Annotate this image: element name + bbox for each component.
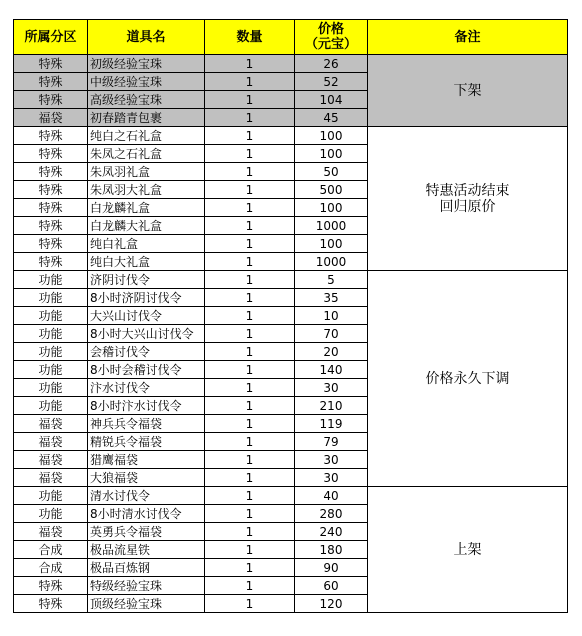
category-cell: 特殊 (14, 217, 88, 235)
item-name-cell: 猎鹰福袋 (88, 451, 205, 469)
item-name-cell: 纯白大礼盒 (88, 253, 205, 271)
quantity-cell: 1 (205, 217, 295, 235)
price-cell: 119 (295, 415, 368, 433)
item-name-cell: 济阴讨伐令 (88, 271, 205, 289)
price-cell: 52 (295, 73, 368, 91)
category-cell: 功能 (14, 325, 88, 343)
item-name-cell: 朱凤羽大礼盒 (88, 181, 205, 199)
category-cell: 福袋 (14, 451, 88, 469)
category-cell: 功能 (14, 271, 88, 289)
quantity-cell: 1 (205, 397, 295, 415)
price-cell: 1000 (295, 217, 368, 235)
quantity-cell: 1 (205, 199, 295, 217)
quantity-cell: 1 (205, 289, 295, 307)
note-line: 价格永久下调 (425, 370, 510, 387)
header-price (295, 20, 368, 55)
item-name-cell: 8小时汴水讨伐令 (88, 397, 205, 415)
price-cell: 5 (295, 271, 368, 289)
item-name-cell: 中级经验宝珠 (88, 73, 205, 91)
price-cell: 180 (295, 541, 368, 559)
category-cell: 功能 (14, 397, 88, 415)
quantity-cell: 1 (205, 271, 295, 289)
price-cell: 90 (295, 559, 368, 577)
item-name-cell: 8小时济阴讨伐令 (88, 289, 205, 307)
price-cell: 10 (295, 307, 368, 325)
quantity-cell: 1 (205, 541, 295, 559)
category-cell: 特殊 (14, 73, 88, 91)
category-cell: 合成 (14, 559, 88, 577)
item-name-cell: 大狼福袋 (88, 469, 205, 487)
category-cell: 特殊 (14, 145, 88, 163)
category-cell: 福袋 (14, 433, 88, 451)
item-name-cell: 8小时会稽讨伐令 (88, 361, 205, 379)
note-cell (368, 55, 568, 127)
header-note: 备注 (368, 20, 568, 55)
note-line: 下架 (453, 82, 482, 99)
price-cell: 140 (295, 361, 368, 379)
category-cell: 福袋 (14, 415, 88, 433)
quantity-cell: 1 (205, 361, 295, 379)
category-cell: 特殊 (14, 163, 88, 181)
category-cell: 特殊 (14, 127, 88, 145)
item-name-cell: 神兵兵令福袋 (88, 415, 205, 433)
price-cell: 26 (295, 55, 368, 73)
table-row (14, 127, 568, 145)
item-name-cell: 汴水讨伐令 (88, 379, 205, 397)
quantity-cell: 1 (205, 55, 295, 73)
price-cell: 30 (295, 469, 368, 487)
category-cell: 功能 (14, 343, 88, 361)
category-cell: 功能 (14, 487, 88, 505)
item-name-cell: 初春踏青包裹 (88, 109, 205, 127)
price-cell: 100 (295, 199, 368, 217)
category-cell: 功能 (14, 505, 88, 523)
item-name-cell: 8小时大兴山讨伐令 (88, 325, 205, 343)
price-cell: 30 (295, 451, 368, 469)
header-item-name: 道具名 (88, 20, 205, 55)
price-cell: 104 (295, 91, 368, 109)
quantity-cell: 1 (205, 415, 295, 433)
price-cell: 210 (295, 397, 368, 415)
price-cell: 50 (295, 163, 368, 181)
quantity-cell: 1 (205, 523, 295, 541)
category-cell: 功能 (14, 361, 88, 379)
item-name-cell: 朱凤羽礼盒 (88, 163, 205, 181)
category-cell: 福袋 (14, 469, 88, 487)
item-name-cell: 清水讨伐令 (88, 487, 205, 505)
category-cell: 特殊 (14, 55, 88, 73)
price-cell: 100 (295, 127, 368, 145)
quantity-cell: 1 (205, 487, 295, 505)
item-name-cell: 白龙麟礼盒 (88, 199, 205, 217)
quantity-cell: 1 (205, 559, 295, 577)
category-cell: 功能 (14, 379, 88, 397)
header-price-line1: 价格 (317, 22, 344, 37)
quantity-cell: 1 (205, 469, 295, 487)
item-name-cell: 8小时清水讨伐令 (88, 505, 205, 523)
price-cell: 280 (295, 505, 368, 523)
table-row (14, 271, 568, 289)
quantity-cell: 1 (205, 91, 295, 109)
price-cell: 30 (295, 379, 368, 397)
header-quantity: 数量 (205, 20, 295, 55)
price-cell: 45 (295, 109, 368, 127)
price-cell: 120 (295, 595, 368, 613)
item-name-cell: 初级经验宝珠 (88, 55, 205, 73)
quantity-cell: 1 (205, 379, 295, 397)
quantity-cell: 1 (205, 325, 295, 343)
quantity-cell: 1 (205, 145, 295, 163)
quantity-cell: 1 (205, 127, 295, 145)
category-cell: 福袋 (14, 523, 88, 541)
price-cell: 100 (295, 235, 368, 253)
price-cell: 40 (295, 487, 368, 505)
quantity-cell: 1 (205, 253, 295, 271)
category-cell: 特殊 (14, 91, 88, 109)
quantity-cell: 1 (205, 163, 295, 181)
category-cell: 特殊 (14, 577, 88, 595)
item-name-cell: 高级经验宝珠 (88, 91, 205, 109)
category-cell: 特殊 (14, 595, 88, 613)
price-cell: 70 (295, 325, 368, 343)
item-name-cell: 极品百炼钢 (88, 559, 205, 577)
header-category: 所属分区 (14, 20, 88, 55)
category-cell: 特殊 (14, 253, 88, 271)
quantity-cell: 1 (205, 181, 295, 199)
note-cell (368, 487, 568, 613)
note-cell (368, 271, 568, 487)
table-row (14, 55, 568, 73)
quantity-cell: 1 (205, 109, 295, 127)
item-name-cell: 大兴山讨伐令 (88, 307, 205, 325)
quantity-cell: 1 (205, 307, 295, 325)
category-cell: 特殊 (14, 181, 88, 199)
price-cell: 79 (295, 433, 368, 451)
item-name-cell: 极品流星铁 (88, 541, 205, 559)
price-cell: 60 (295, 577, 368, 595)
price-cell: 35 (295, 289, 368, 307)
price-cell: 1000 (295, 253, 368, 271)
item-name-cell: 会稽讨伐令 (88, 343, 205, 361)
category-cell: 功能 (14, 307, 88, 325)
item-name-cell: 朱凤之石礼盒 (88, 145, 205, 163)
item-name-cell: 白龙麟大礼盒 (88, 217, 205, 235)
price-cell: 240 (295, 523, 368, 541)
quantity-cell: 1 (205, 451, 295, 469)
category-cell: 功能 (14, 289, 88, 307)
item-name-cell: 纯白之石礼盒 (88, 127, 205, 145)
note-line: 上架 (453, 541, 482, 558)
table-body (14, 55, 568, 613)
note-line: 特惠活动结束 (425, 182, 510, 199)
quantity-cell: 1 (205, 433, 295, 451)
item-name-cell: 特级经验宝珠 (88, 577, 205, 595)
price-cell: 500 (295, 181, 368, 199)
item-name-cell: 精锐兵令福袋 (88, 433, 205, 451)
price-cell: 20 (295, 343, 368, 361)
category-cell: 福袋 (14, 109, 88, 127)
item-name-cell: 英勇兵令福袋 (88, 523, 205, 541)
note-cell (368, 127, 568, 271)
note-line: 回归原价 (439, 198, 496, 215)
quantity-cell: 1 (205, 577, 295, 595)
table-row (14, 487, 568, 505)
header-price-line2: （元宝） (304, 37, 357, 52)
item-name-cell: 顶级经验宝珠 (88, 595, 205, 613)
header-row (14, 20, 568, 55)
quantity-cell: 1 (205, 73, 295, 91)
item-name-cell: 纯白礼盒 (88, 235, 205, 253)
quantity-cell: 1 (205, 235, 295, 253)
category-cell: 特殊 (14, 235, 88, 253)
category-cell: 合成 (14, 541, 88, 559)
quantity-cell: 1 (205, 505, 295, 523)
quantity-cell: 1 (205, 595, 295, 613)
quantity-cell: 1 (205, 343, 295, 361)
price-cell: 100 (295, 145, 368, 163)
price-change-table (13, 19, 568, 613)
category-cell: 特殊 (14, 199, 88, 217)
